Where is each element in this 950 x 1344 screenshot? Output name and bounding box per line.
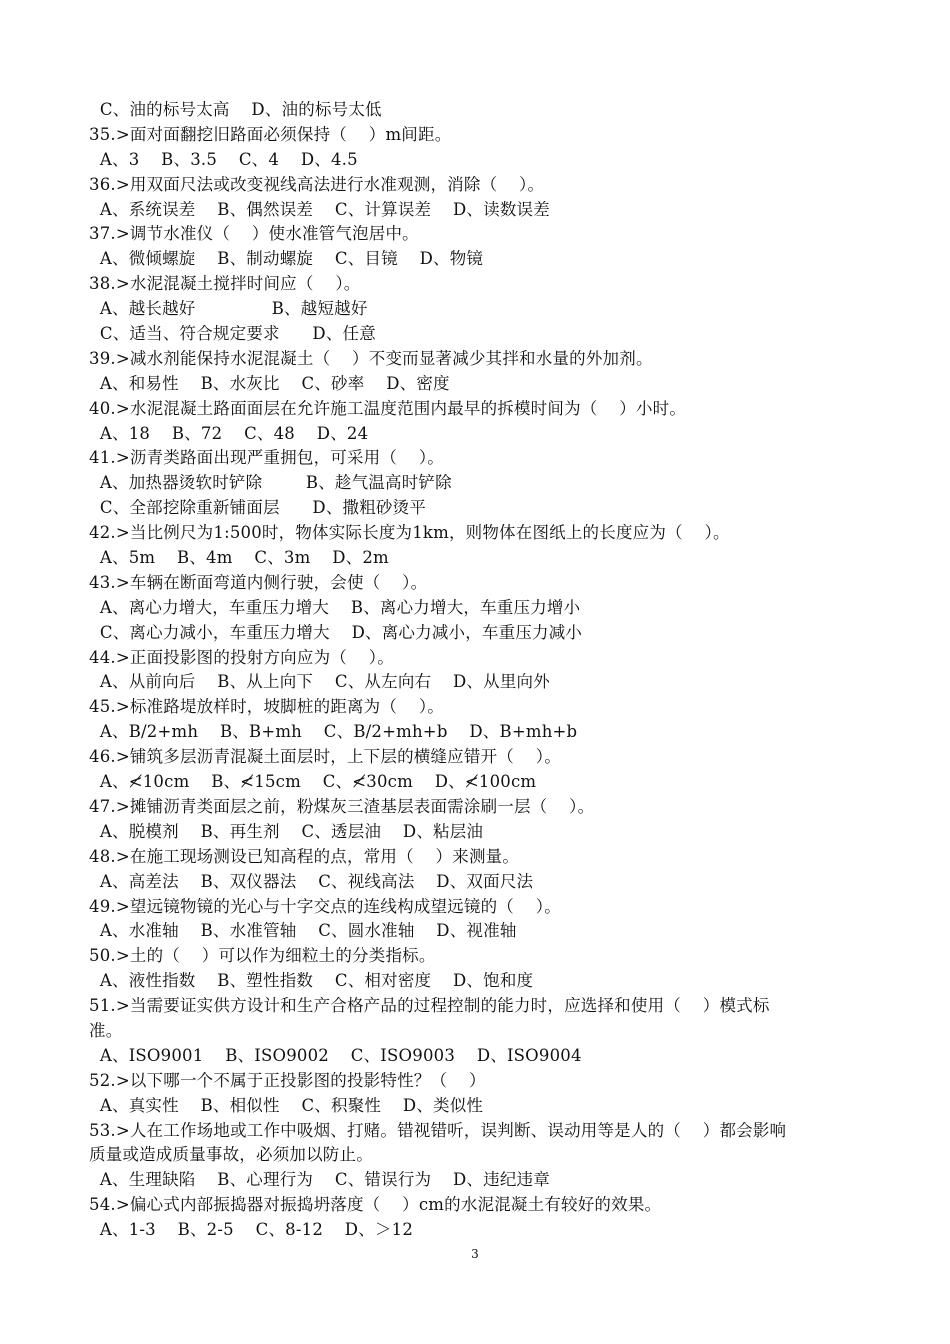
question-line: 47.>摊铺沥青类面层之前，粉煤灰三渣基层表面需涂刷一层（ ）。 [89,796,595,816]
question-line: 39.>减水剂能保持水泥混凝土（ ）不变而显著减少其拌和水量的外加剂。 [89,348,653,368]
question-line: 48.>在施工现场测设已知高程的点，常用（ ）来测量。 [89,846,520,866]
answer-options-line: A、系统误差 B、偶然误差 C、计算误差 D、读数误差 [89,199,550,219]
page-number: 3 [471,1247,479,1261]
answer-options-line: A、和易性 B、水灰比 C、砂率 D、密度 [89,373,450,393]
answer-options-line: A、B/2+mh B、B+mh C、B/2+mh+b D、B+mh+b [89,722,578,742]
question-line: 44.>正面投影图的投射方向应为（ ）。 [89,647,394,667]
answer-options-line: A、脱模剂 B、再生剂 C、透层油 D、粘层油 [89,821,484,841]
answer-options-line: A、从前向后 B、从上向下 C、从左向右 D、从里向外 [89,672,550,692]
answer-options-line: A、液性指数 B、塑性指数 C、相对密度 D、饱和度 [89,971,534,991]
answer-options-line: A、3 B、3.5 C、4 D、4.5 [89,149,358,169]
answer-options-line: C、油的标号太高 D、油的标号太低 [89,100,382,119]
question-line: 46.>铺筑多层沥青混凝土面层时，上下层的横缝应错开（ ）。 [89,747,561,767]
question-line: 53.>人在工作场地或工作中吸烟、打赌。错视错听，误判断、误动用等是人的（ ）都会影响 [89,1120,787,1140]
question-line: 51.>当需要证实供方设计和生产合格产品的过程控制的能力时，应选择和使用（ ）模式标 [89,996,770,1016]
question-line: 37.>调节水准仪（ ）使水准管气泡居中。 [89,224,419,244]
answer-options-line: A、高差法 B、双仪器法 C、视线高法 D、双面尺法 [89,871,534,891]
answer-options-line: A、水准轴 B、水准管轴 C、圆水准轴 D、视准轴 [89,921,517,941]
question-line: 43.>车辆在断面弯道内侧行驶，会使（ ）。 [89,572,428,592]
answer-options-line: C、全部挖除重新铺面层 D、撒粗砂烫平 [89,498,427,518]
answer-options-line: A、≮10cm B、≮15cm C、≮30cm D、≮100cm [89,772,537,792]
question-line: 38.>水泥混凝土搅拌时间应（ ）。 [89,274,361,294]
answer-options-line: A、5m B、4m C、3m D、2m [89,548,389,568]
page-content [89,98,869,1243]
question-line: 49.>望远镜物镜的光心与十字交点的连线构成望远镜的（ ）。 [89,896,561,916]
question-line: 50.>土的（ ）可以作为细粒土的分类指标。 [89,946,436,966]
question-line: 45.>标准路堤放样时，坡脚桩的距离为（ ）。 [89,697,444,717]
answer-options-line: A、越长越好 B、越短越好 [89,299,368,319]
answer-options-line: A、1-3 B、2-5 C、8-12 D、＞12 [89,1220,414,1240]
question-line: 42.>当比例尺为1:500时，物体实际长度为1km，则物体在图纸上的长度应为（ ）。 [89,523,730,543]
question-line: 41.>沥青类路面出现严重拥包，可采用（ ）。 [89,448,444,468]
question-line: 40.>水泥混凝土路面面层在允许施工温度范围内最早的拆模时间为（ ）小时。 [89,398,687,418]
answer-options-line: A、离心力增大，车重压力增大 B、离心力增大，车重压力增小 [89,597,581,617]
question-line: 35.>面对面翻挖旧路面必须保持（ ）m间距。 [89,124,452,144]
question-line: 52.>以下哪一个不属于正投影图的投影特性？（ ） [89,1070,486,1090]
answer-options-line: A、ISO9001 B、ISO9002 C、ISO9003 D、ISO9004 [89,1045,582,1065]
answer-options-line: A、18 B、72 C、48 D、24 [89,423,369,443]
answer-options-line: A、微倾螺旋 B、制动螺旋 C、目镜 D、物镜 [89,249,484,269]
answer-options-line: A、真实性 B、相似性 C、积聚性 D、类似性 [89,1095,484,1115]
question-line: 准。 [89,1020,123,1040]
answer-options-line: A、加热器烫软时铲除 B、趁气温高时铲除 [89,473,452,493]
answer-options-line: A、生理缺陷 B、心理行为 C、错误行为 D、违纪违章 [89,1170,550,1190]
answer-options-line: C、适当、符合规定要求 D、任意 [89,324,376,344]
question-line: 36.>用双面尺法或改变视线高法进行水准观测，消除（ ）。 [89,174,545,194]
question-line: 质量或造成质量事故，必须加以防止。 [89,1145,373,1165]
question-line: 54.>偏心式内部振捣器对振捣坍落度（ ）cm的水泥混凝土有较好的效果。 [89,1195,662,1215]
answer-options-line: C、离心力减小，车重压力增大 D、离心力减小，车重压力减小 [89,622,583,642]
